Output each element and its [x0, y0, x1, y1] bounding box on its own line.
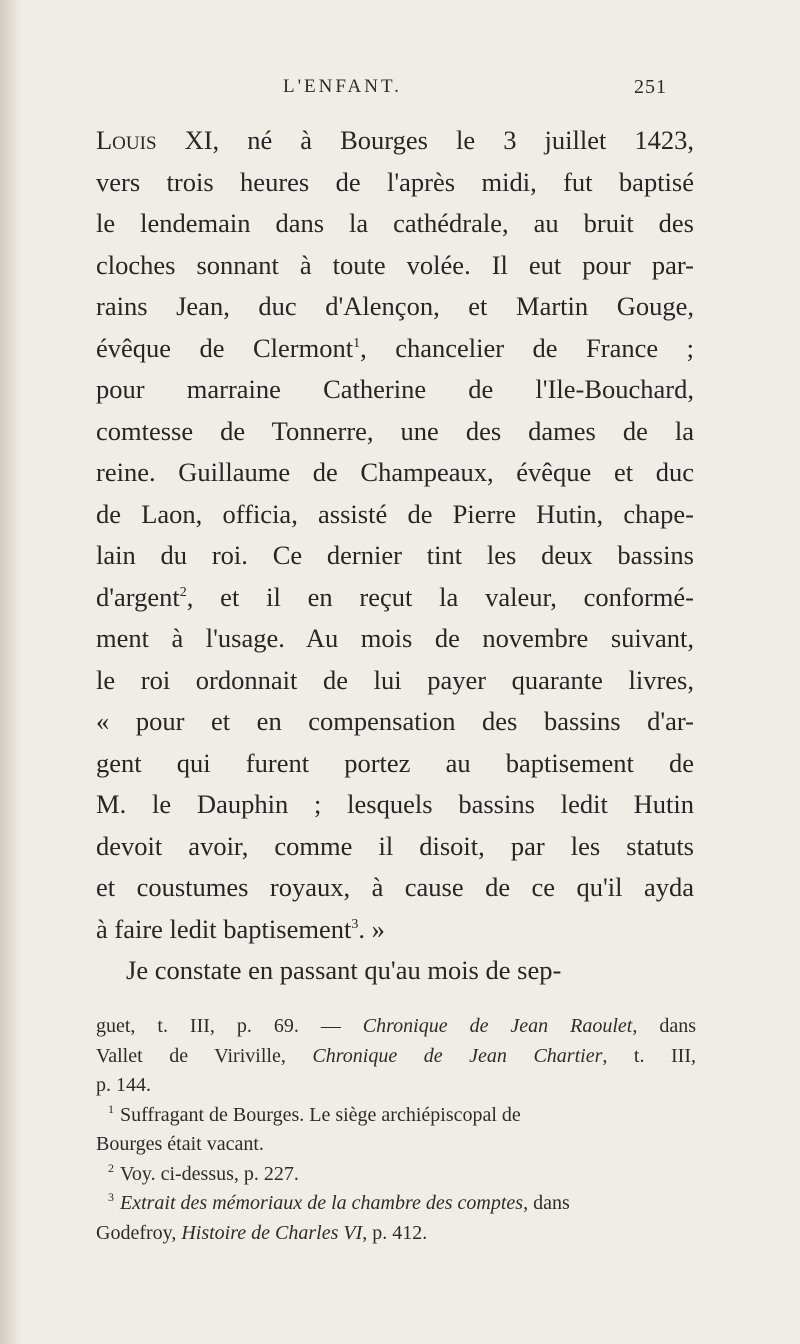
text-line: Je constate en passant qu'au mois de sep- [126, 955, 562, 985]
text-line: lain du roi. Ce dernier tint les deux bassins [96, 540, 694, 570]
footnote-1: $^1$ Suffragant de Bourges. Le siège archiépiscopal de [108, 1101, 521, 1126]
text-line: rains Jean, duc d'Alençon, et Martin Gouge, [96, 291, 694, 321]
footnote-continuation: Vallet de Viriville, Chronique de Jean Chartier, t. III, [96, 1044, 696, 1067]
main-text [96, 120, 694, 992]
page-number: 251 [634, 76, 667, 98]
text-line: comtesse de Tonnerre, une des dames de la [96, 415, 694, 446]
text-line: d'argent$^2$, et il en reçut la valeur, conformé- [96, 581, 694, 612]
text-line: reine. Guillaume de Champeaux, évêque et duc [96, 457, 694, 487]
text-line: « pour et en compensation des bassins d'ar- [96, 706, 694, 736]
text-line: Louis XI, né à Bourges le 3 juillet 1423, [96, 125, 694, 155]
text-line: cloches sonnant à toute volée. Il eut pour par- [96, 249, 694, 280]
text-line: gent qui furent portez au baptisement de [96, 747, 694, 778]
page-header [0, 76, 800, 106]
footnote-continuation: guet, t. III, p. 69. — Chronique de Jean Raoulet, dans [96, 1015, 696, 1037]
text-line: de Laon, officia, assisté de Pierre Hutin, chape- [96, 498, 694, 529]
text-line: évêque de Clermont$^1$, chancelier de France ; [96, 332, 694, 363]
footnote-2: $^2$ Voy. ci-dessus, p. 227. [108, 1160, 299, 1185]
footnote-continuation: p. 144. [96, 1074, 151, 1096]
footnote-ref-1: 1 [353, 335, 361, 351]
text-line: le roi ordonnait de lui payer quarante livres, [96, 664, 694, 695]
text-line: vers trois heures de l'après midi, fut baptisé [96, 166, 694, 197]
text-line: à faire ledit baptisement$^3$. » [96, 913, 385, 944]
footnote-number: 2 [108, 1160, 114, 1175]
footnote-ref-2: 2 [179, 584, 187, 600]
footnote-number: 1 [108, 1101, 114, 1116]
page-gutter-shadow [0, 0, 22, 1344]
footnote-1-continuation: Bourges était vacant. [96, 1133, 264, 1155]
text-line: ment à l'usage. Au mois de novembre suivant, [96, 623, 694, 653]
footnote-number: 3 [108, 1190, 114, 1205]
text-line: M. le Dauphin ; lesquels bassins ledit Hutin [96, 789, 694, 819]
footnote-ref-3: 3 [351, 916, 359, 932]
text-line: pour marraine Catherine de l'Ile-Bouchard, [96, 374, 694, 404]
text-line: et coustumes royaux, à cause de ce qu'il ayda [96, 872, 694, 902]
text-line: devoit avoir, comme il disoit, par les statuts [96, 830, 694, 861]
footnote-3-continuation: Godefroy, Histoire de Charles VI, p. 412. [96, 1221, 428, 1244]
opening-word: Louis [96, 125, 157, 155]
running-title: L'ENFANT. [283, 76, 402, 97]
footnote-3: $^3$ Extrait des mémoriaux de la chambre des comptes, dans [108, 1190, 570, 1214]
text-line: le lendemain dans la cathédrale, au bruit des [96, 208, 694, 238]
footnotes [96, 1012, 696, 1248]
